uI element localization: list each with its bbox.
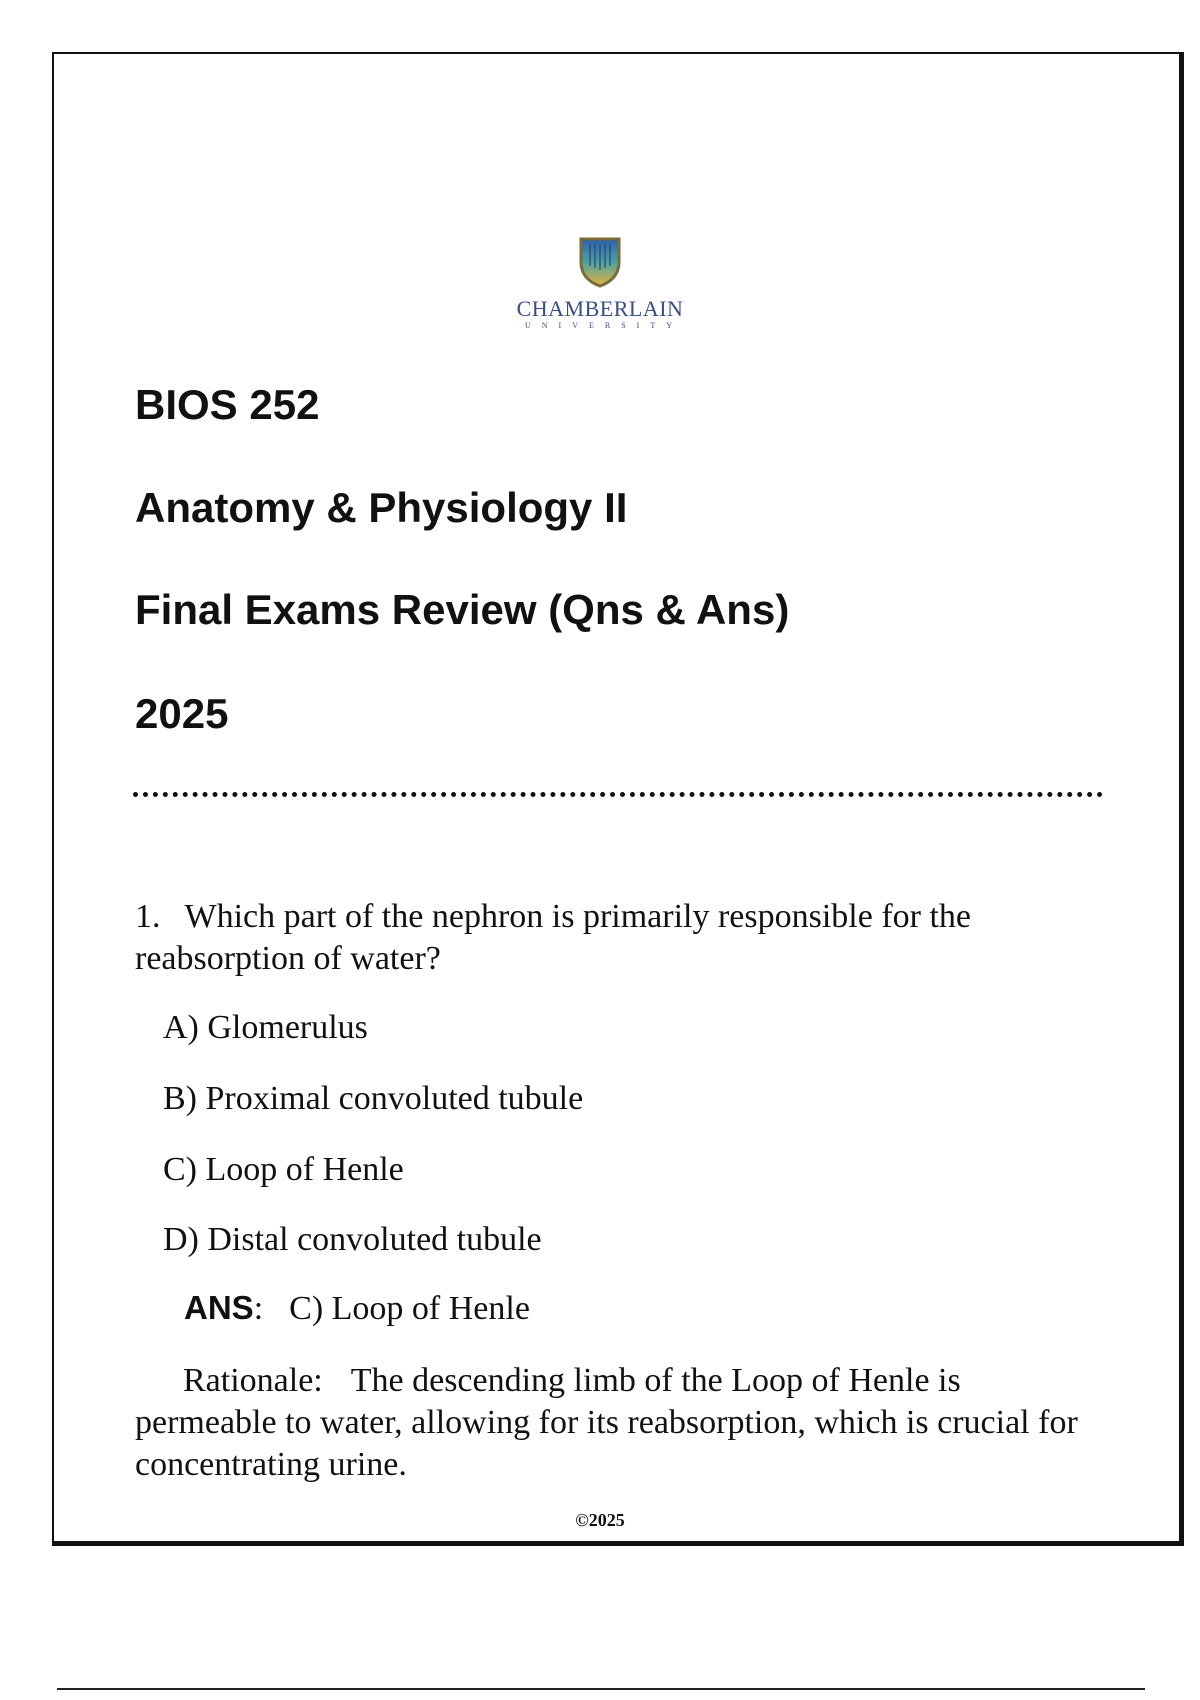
answer-colon: : (253, 1290, 264, 1327)
option-c: C) Loop of Henle (163, 1151, 404, 1188)
option-b: B) Proximal convoluted tubule (163, 1080, 584, 1117)
university-logo (510, 236, 690, 331)
rationale-text: The descending limb of the Loop of Henle is permeable to water, allowing for its reabsorption, which is crucial for concentrating urine. (135, 1362, 1078, 1483)
rationale (135, 1360, 1100, 1486)
question-text: Which part of the nephron is primarily responsible for the reabsorption of water? (135, 898, 971, 977)
shield-icon (578, 236, 622, 288)
option-a: A) Glomerulus (163, 1009, 368, 1046)
section-divider (133, 792, 1103, 797)
document-year: 2025 (135, 690, 229, 737)
page-footer-copyright: ©2025 (575, 1510, 625, 1530)
logo-name: CHAMBERLAIN (516, 296, 684, 321)
question-1 (135, 896, 1095, 980)
answer-value: C) Loop of Henle (289, 1290, 530, 1327)
logo-subtitle: UNIVERSITY (525, 321, 683, 330)
document-type: Final Exams Review (Qns & Ans) (135, 586, 790, 633)
question-number: 1. (135, 898, 161, 935)
bottom-rule (57, 1688, 1145, 1690)
rationale-label: Rationale: (183, 1362, 323, 1399)
answer-label: ANS (184, 1289, 254, 1326)
course-code: BIOS 252 (135, 381, 320, 428)
course-name: Anatomy & Physiology II (135, 484, 628, 531)
answer-line (184, 1288, 530, 1329)
option-d: D) Distal convoluted tubule (163, 1221, 542, 1258)
